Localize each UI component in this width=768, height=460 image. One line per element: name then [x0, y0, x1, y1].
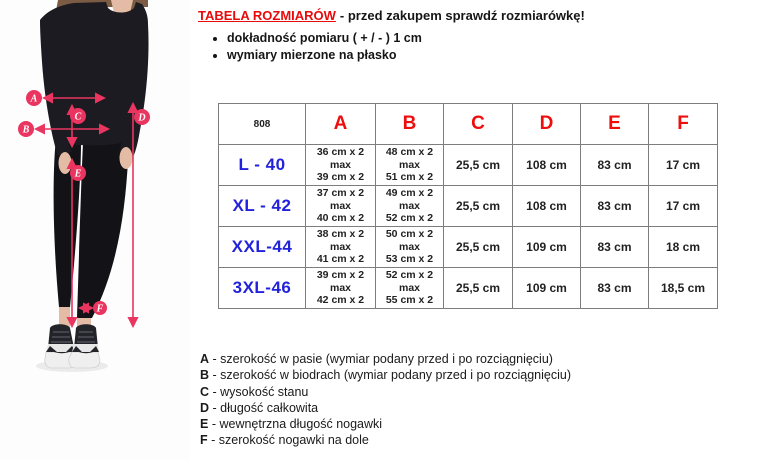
- model-photo: [0, 0, 190, 460]
- note-accuracy: • dokładność pomiaru ( + / - ) 1 cm: [227, 31, 422, 45]
- cell-f: 18 cm: [649, 227, 718, 268]
- badge-c-letter: C: [74, 111, 82, 123]
- badge-e-letter: E: [74, 168, 82, 180]
- cell-c: 25,5 cm: [444, 268, 513, 309]
- cell-e: 83 cm: [581, 186, 649, 227]
- hand-right: [120, 147, 133, 169]
- cell-f: 17 cm: [649, 145, 718, 186]
- legend-item-e: E - wewnętrzna długość nogawki: [200, 417, 383, 432]
- column-header-c: C: [444, 104, 513, 145]
- legend-item-d: D - długość całkowita: [200, 400, 319, 415]
- cell-c: 25,5 cm: [444, 186, 513, 227]
- legend-item-a: A - szerokość w pasie (wymiar podany przed i po rozciągnięciu): [200, 352, 553, 366]
- cell-f: 18,5 cm: [649, 268, 718, 309]
- page-title-rest: - przed zakupem sprawdź rozmiarówkę!: [339, 8, 585, 23]
- legend-item-f: F - szerokość nogawki na dole: [200, 433, 369, 448]
- legend-item-c: C - wysokość stanu: [200, 384, 309, 399]
- cell-a: 38 cm x 2 max 41 cm x 2: [306, 227, 376, 268]
- table-row: [219, 145, 718, 186]
- page-title: [198, 8, 585, 23]
- note-flat: • wymiary mierzone na płasko: [227, 48, 422, 62]
- measurement-legend: [200, 351, 571, 449]
- cell-a: 37 cm x 2 max 40 cm x 2: [306, 186, 376, 227]
- cell-b: 52 cm x 2 max 55 cm x 2: [376, 268, 444, 309]
- cell-c: 25,5 cm: [444, 227, 513, 268]
- column-header-d: D: [513, 104, 581, 145]
- column-header-a: A: [306, 104, 376, 145]
- sneaker-right: [69, 324, 100, 368]
- cell-d: 108 cm: [513, 145, 581, 186]
- hand-left: [59, 152, 72, 174]
- cell-d: 108 cm: [513, 186, 581, 227]
- cell-b: 48 cm x 2 max 51 cm x 2: [376, 145, 444, 186]
- badge-b-letter: B: [22, 124, 30, 136]
- column-header-f: F: [649, 104, 718, 145]
- cell-f: 17 cm: [649, 186, 718, 227]
- table-row: [219, 227, 718, 268]
- column-header-b: B: [376, 104, 444, 145]
- size-label: XXL-44: [219, 227, 306, 268]
- badge-d-letter: D: [138, 112, 146, 124]
- size-table: [218, 103, 718, 309]
- cell-b: 49 cm x 2 max 52 cm x 2: [376, 186, 444, 227]
- model-figure: [0, 0, 190, 460]
- product-code: 808: [219, 104, 306, 145]
- legend-item-b: B - szerokość w biodrach (wymiar podany przed i po rozciągnięciu): [200, 368, 571, 383]
- cell-d: 109 cm: [513, 268, 581, 309]
- size-label: 3XL-46: [219, 268, 306, 309]
- page-title-highlight: TABELA ROZMIARÓW: [198, 8, 336, 23]
- cell-a: 39 cm x 2 max 42 cm x 2: [306, 268, 376, 309]
- cell-b: 50 cm x 2 max 53 cm x 2: [376, 227, 444, 268]
- size-label: XL - 42: [219, 186, 306, 227]
- table-row: [219, 186, 718, 227]
- measurement-notes: [214, 31, 422, 65]
- column-header-e: E: [581, 104, 649, 145]
- cell-e: 83 cm: [581, 268, 649, 309]
- size-label: L - 40: [219, 145, 306, 186]
- table-header-row: [219, 104, 718, 145]
- table-row: [219, 268, 718, 309]
- cell-e: 83 cm: [581, 227, 649, 268]
- badge-a-letter: A: [30, 93, 38, 105]
- cell-e: 83 cm: [581, 145, 649, 186]
- cell-a: 36 cm x 2 max 39 cm x 2: [306, 145, 376, 186]
- badge-f-letter: F: [96, 303, 104, 315]
- cell-c: 25,5 cm: [444, 145, 513, 186]
- cell-d: 109 cm: [513, 227, 581, 268]
